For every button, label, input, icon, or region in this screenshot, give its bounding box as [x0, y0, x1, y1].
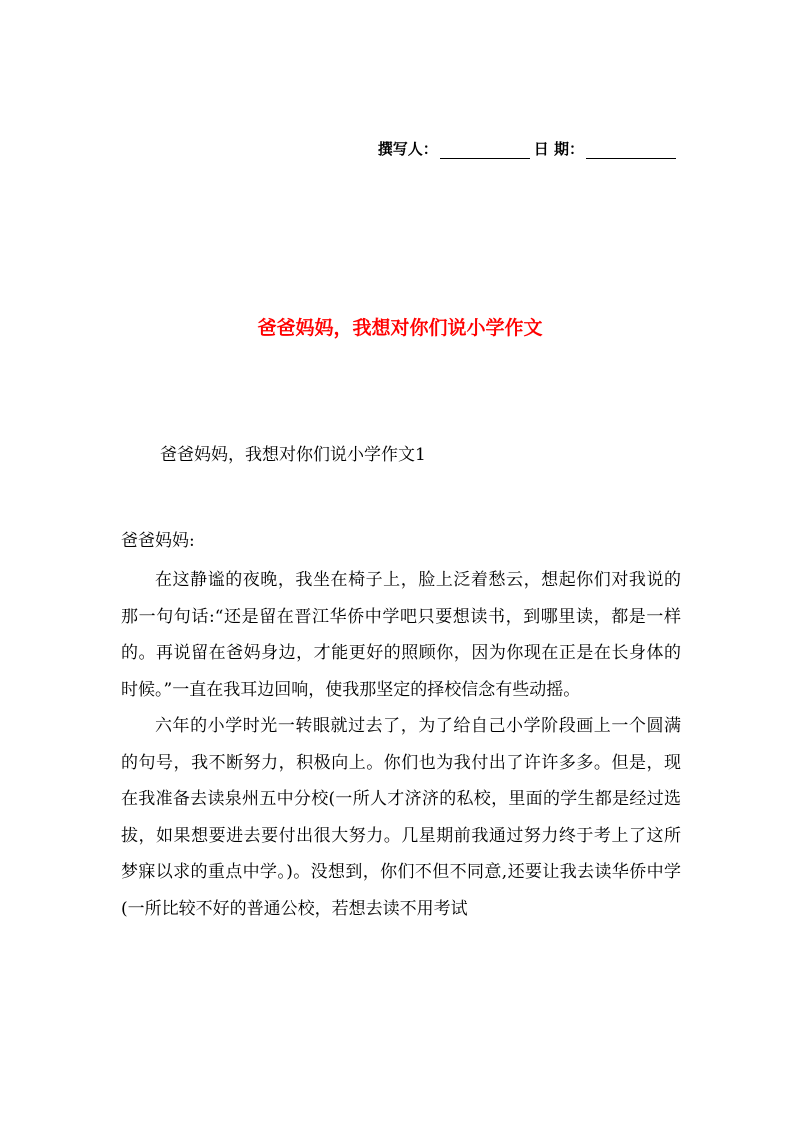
essay-subtitle: 爸爸妈妈，我想对你们说小学作文1 [160, 445, 426, 465]
author-blank [440, 142, 530, 159]
essay-body [121, 562, 681, 927]
author-date-line [378, 138, 680, 159]
paragraph: 在这静谧的夜晚，我坐在椅子上，脸上泛着愁云，想起你们对我说的那一句句话:“还是留在晋江华侨中学吧只要想读书，到哪里读，都是一样的。再说留在爸妈身边，才能更好的照顾你，因为你现在正是在长身体的时候。”一直在我耳边回响，使我那坚定的择校信念有些动摇。 [121, 570, 681, 700]
author-label: 撰写人： [377, 140, 438, 158]
document-title: 爸爸妈妈，我想对你们说小学作文 [257, 317, 543, 339]
salutation: 爸爸妈妈: [121, 531, 195, 551]
paragraph: 六年的小学时光一转眼就过去了，为了给自己小学阶段画上一个圆满的句号，我不断努力，积极向上。你们也为我付出了许许多多。但是，现在我准备去读泉州五中分校(一所人才济济的私校，里面的学生都是经过选拔，如果想要进去要付出很大努力。几星期前我通过努力终于考上了这所梦寐以求的重点中学。)。没想到，你们不但不同意,还要让我去读华侨中学(一所比较不好的普通公校，若想去读不用考试 [121, 716, 681, 919]
date-blank [586, 142, 676, 159]
date-label: 日 期： [533, 140, 584, 158]
